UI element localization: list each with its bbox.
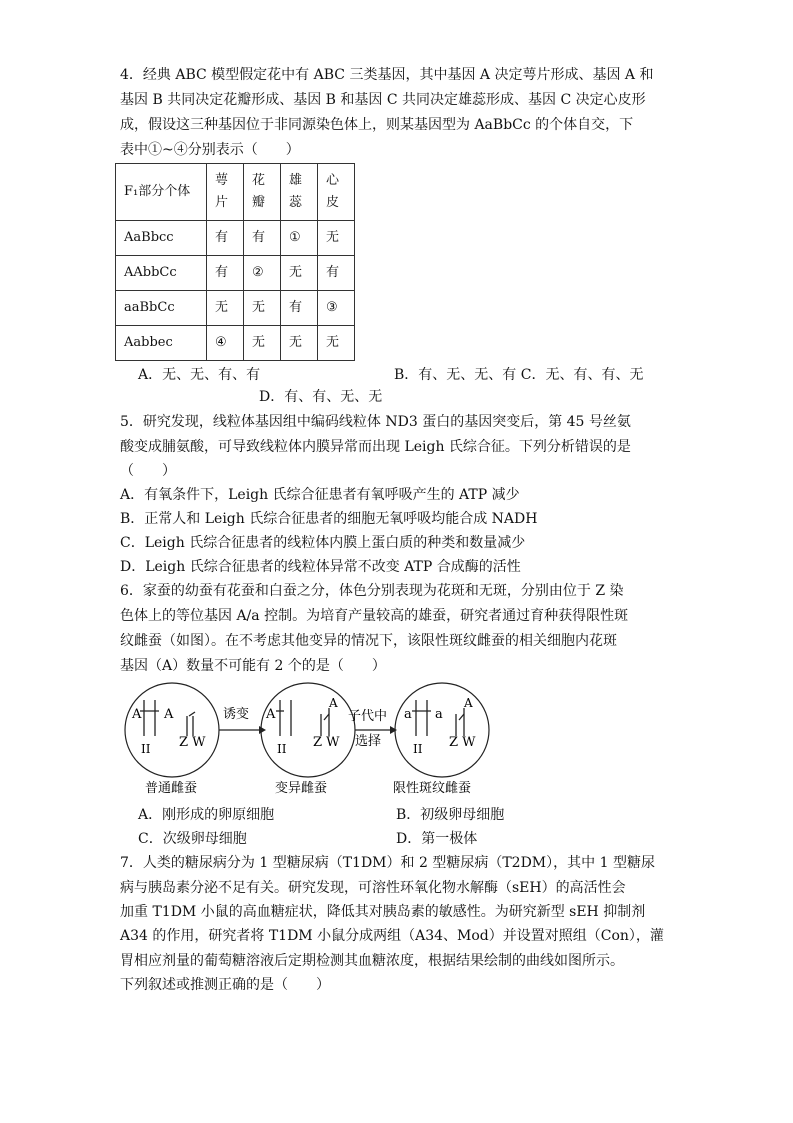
arrow-selection-label-bottom: 选择 [355,734,382,749]
q6-line-1: 6．家蚕的幼蚕有花蚕和白蚕之分，体色分别表现为花斑和无斑，分别由位于 Z 染 [120,583,624,599]
gene-A-on-W: A [464,696,473,710]
table-cell: ④ [207,326,244,361]
table-cell: 无 [244,326,281,361]
q6-option-c[interactable]: C．次级卵母细胞 [138,831,247,847]
q4-option-bc[interactable]: B．有、无、无、有 C．无、有、有、无 [394,367,644,383]
table-cell: 有 [281,291,318,326]
q6-line-4: 基因（A）数量不可能有 2 个的是（ ） [120,658,386,674]
q4-option-a[interactable]: A．无、无、有、有 [138,367,261,383]
q7-line-2: 病与胰岛素分泌不足有关。研究发现，可溶性环氧化物水解酶（sEH）的高活性会 [120,880,626,896]
q7-line-4: A34 的作用，研究者将 T1DM 小鼠分成两组（A34、Mod）并设置对照组（Con），灌 [120,928,664,944]
header-stamen: 雄蕊 [281,164,318,221]
table-header-row [116,164,355,221]
table-cell: Aabbec [116,326,207,361]
q6-option-b[interactable]: B．初级卵母细胞 [396,807,505,823]
chromosome-ZW: Z W [313,735,340,750]
header-carpel: 心皮 [318,164,355,221]
gene-a-left: a [404,707,412,722]
table-row [116,256,355,291]
arrow-mutation-label: 诱变 [223,707,250,722]
header-petal: 花瓣 [244,164,281,221]
q4-option-d[interactable]: D．有、有、无、无 [259,389,383,405]
q5-option-c[interactable]: C．Leigh 氏综合征患者的线粒体内膜上蛋白质的种类和数量减少 [120,535,526,551]
table-cell: ① [281,221,318,256]
label-sex-limited-female: 限性斑纹雌蚕 [393,781,472,796]
table-cell: 无 [281,256,318,291]
chromosome-ZW: Z W [449,735,476,750]
header-individual: F₁部分个体 [116,164,207,221]
cell-normal-female [125,683,219,777]
table-cell: 无 [318,326,355,361]
table-row [116,326,355,361]
table-cell: 有 [207,221,244,256]
label-mutant-female: 变异雌蚕 [275,781,328,796]
q6-option-d[interactable]: D．第一极体 [396,831,478,847]
table-cell: aaBbCc [116,291,207,326]
table-row [116,291,355,326]
table-cell: 有 [244,221,281,256]
chromosome-II: II [413,742,423,756]
q6-line-3: 纹雌蚕（如图）。在不考虑其他变异的情况下，该限性斑纹雌蚕的相关细胞内花斑 [120,633,617,649]
q7-line-5: 胃相应剂量的葡萄糖溶液后定期检测其血糖浓度，根据结果绘制的曲线如图所示。 [120,953,624,969]
q5-line-2: 酸变成脯氨酸，可导致线粒体内膜异常而出现 Leigh 氏综合征。下列分析错误的是 [120,439,631,455]
arrow-head [259,726,266,734]
silkworm-chromosome-diagram [115,678,495,800]
table-cell: 有 [207,256,244,291]
q5-option-a[interactable]: A．有氧条件下，Leigh 氏综合征患者有氧呼吸产生的 ATP 减少 [120,487,520,503]
table-cell: AAbbCc [116,256,207,291]
q5-line-3: （ ） [120,463,176,479]
table-cell: ③ [318,291,355,326]
table-cell: 无 [281,326,318,361]
q4-line-2: 基因 B 共同决定花瓣形成、基因 B 和基因 C 共同决定雄蕊形成、基因 C 决定心皮形 [120,92,646,108]
q5-option-b[interactable]: B．正常人和 Leigh 氏综合征患者的细胞无氧呼吸均能合成 NADH [120,511,538,527]
q7-line-3: 加重 T1DM 小鼠的高血糖症状，降低其对胰岛素的敏感性。为研究新型 sEH 抑制剂 [120,904,646,920]
table-cell: 无 [318,221,355,256]
cell-mutant-female [261,683,355,777]
q4-line-3: 成，假设这三种基因位于非同源染色体上，则某基因型为 AaBbCc 的个体自交，下 [120,117,634,133]
chromosome-II: II [277,742,287,756]
q5-line-1: 5．研究发现，线粒体基因组中编码线粒体 ND3 蛋白的基因突变后，第 45 号丝氨 [120,414,631,430]
table-cell: AaBbcc [116,221,207,256]
arrow-head [390,726,397,734]
header-sepal: 萼片 [207,164,244,221]
gene-A-mutant: A [266,707,276,722]
gene-A-translocated: A [329,696,338,710]
chromosome-ZW: Z W [179,735,206,750]
q7-line-1: 7．人类的糖尿病分为 1 型糖尿病（T1DM）和 2 型糖尿病（T2DM），其中 1 型糖尿 [120,855,655,871]
q7-line-6: 下列叙述或推测正确的是（ ） [120,977,330,993]
arrow-selection-label-top: 子代中 [348,709,388,724]
chromosome-II: II [141,742,151,756]
q6-line-2: 色体上的等位基因 A/a 控制。为培育产量较高的雄蚕，研究者通过育种获得限性斑 [120,608,629,624]
label-normal-female: 普通雌蚕 [145,781,198,796]
gene-A-left: A [132,707,142,722]
table-cell: 无 [207,291,244,326]
gene-A-right: A [164,707,174,722]
table-row [116,221,355,256]
gene-a-right: a [435,707,443,722]
q4-genotype-table [115,163,355,361]
table-cell: 有 [318,256,355,291]
table-cell: 无 [244,291,281,326]
cell-sex-limited-female [395,683,489,777]
q6-option-a[interactable]: A．刚形成的卵原细胞 [138,807,275,823]
q5-option-d[interactable]: D．Leigh 氏综合征患者的线粒体异常不改变 ATP 合成酶的活性 [120,559,521,575]
table-cell: ② [244,256,281,291]
q4-line-1: 4．经典 ABC 模型假定花中有 ABC 三类基因，其中基因 A 决定萼片形成、基因 A 和 [120,67,654,83]
q4-line-4: 表中①~④分别表示（ ） [120,142,300,158]
